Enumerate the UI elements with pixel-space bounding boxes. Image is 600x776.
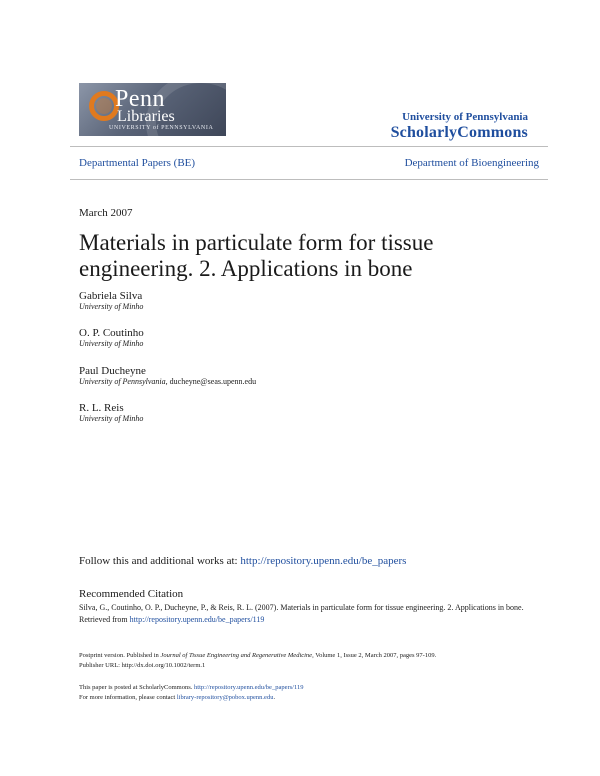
- author-affiliation: University of Minho: [79, 414, 144, 423]
- author-block: [79, 402, 143, 423]
- header-divider-top: [70, 146, 548, 147]
- author-name: Paul Ducheyne: [79, 365, 146, 377]
- journal-name: Journal of Tissue Engineering and Regenerative Medicine: [160, 652, 313, 659]
- logo-libraries-text: Libraries: [117, 108, 175, 125]
- citation-link[interactable]: http://repository.upenn.edu/be_papers/119: [129, 615, 265, 624]
- footer-note: [79, 683, 529, 703]
- department-link[interactable]: Department of Bioengineering: [404, 157, 539, 169]
- open-access-icon-fill: [96, 98, 112, 114]
- contact-email-link[interactable]: library-repository@pobox.upenn.edu: [176, 694, 274, 701]
- author-name: R. L. Reis: [79, 402, 124, 414]
- author-block: [79, 327, 144, 348]
- recommended-citation-text: [79, 602, 529, 626]
- contact-suffix: .: [273, 694, 276, 701]
- citation-body: Silva, G., Coutinho, O. P., Ducheyne, P., & Reis, R. L. (2007). Materials in particulate form for tissue engineering. 2. Applications in bone. Retrieved from: [79, 603, 524, 624]
- author-block: [79, 290, 143, 311]
- header-divider-bottom: [70, 179, 548, 180]
- author-affiliation: University of Minho: [79, 302, 144, 311]
- logo-penn-text: Penn: [115, 86, 165, 112]
- publisher-url: Publisher URL: http://dx.doi.org/10.1002/term.1: [79, 662, 206, 669]
- author-block: [79, 365, 256, 386]
- postprint-suffix: , Volume 1, Issue 2, March 2007, pages 97-109.: [312, 652, 437, 659]
- postprint-prefix: Postprint version. Published in: [79, 652, 161, 659]
- follow-prefix: Follow this and additional works at:: [79, 555, 241, 567]
- scholarly-commons-link[interactable]: ScholarlyCommons: [390, 124, 528, 141]
- publication-date: March 2007: [79, 207, 133, 219]
- contact-prefix: For more information, please contact: [79, 694, 177, 701]
- author-affiliation: [79, 377, 256, 386]
- recommended-citation-heading: Recommended Citation: [79, 588, 184, 600]
- paper-title: Materials in particulate form for tissue engineering. 2. Applications in bone: [79, 230, 434, 281]
- author-email: , ducheyne@seas.upenn.edu: [165, 377, 257, 386]
- author-affiliation: University of Minho: [79, 339, 144, 348]
- posted-link[interactable]: http://repository.upenn.edu/be_papers/119: [194, 684, 304, 691]
- university-link[interactable]: University of Pennsylvania: [402, 111, 528, 123]
- follow-line: [79, 555, 406, 567]
- author-affiliation-text: University of Pennsylvania: [79, 377, 166, 386]
- postprint-note: [79, 651, 529, 671]
- author-name: Gabriela Silva: [79, 290, 143, 302]
- departmental-papers-link[interactable]: Departmental Papers (BE): [79, 157, 196, 169]
- author-name: O. P. Coutinho: [79, 327, 144, 339]
- be-papers-link[interactable]: http://repository.upenn.edu/be_papers: [240, 555, 407, 567]
- logo-university-text: UNIVERSITY of PENNSYLVANIA: [109, 125, 214, 131]
- posted-prefix: This paper is posted at ScholarlyCommons.: [79, 684, 195, 691]
- penn-libraries-logo[interactable]: [79, 83, 226, 136]
